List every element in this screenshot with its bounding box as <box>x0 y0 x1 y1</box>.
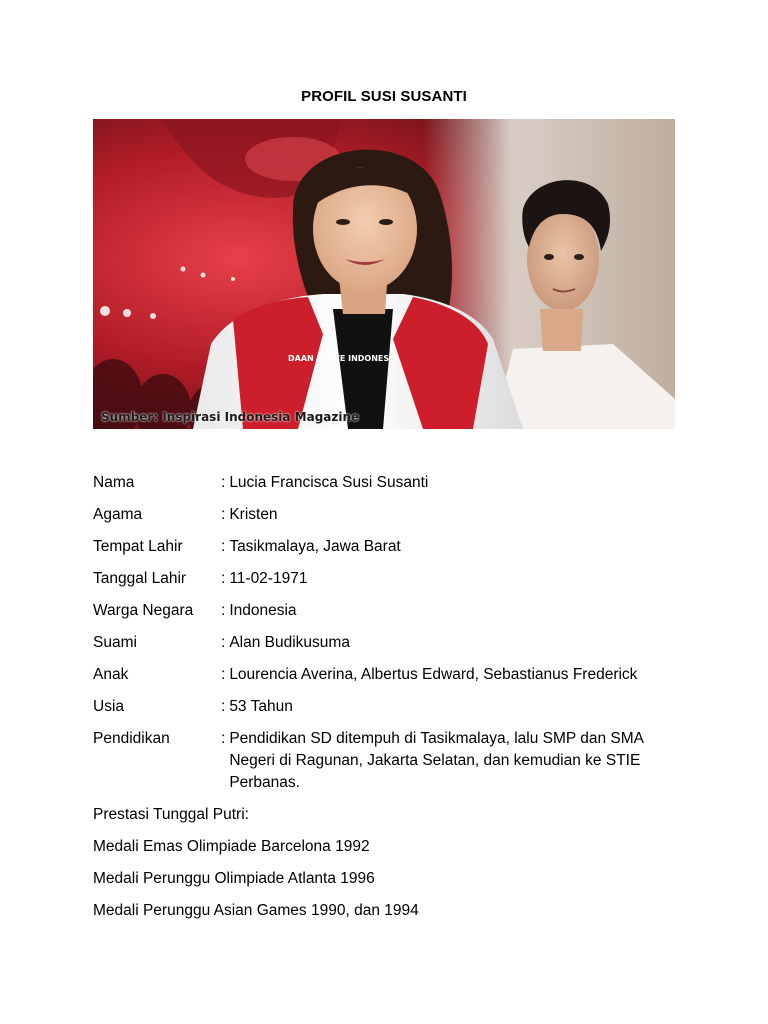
profile-row-separator: : <box>221 474 226 491</box>
profile-row-value: Tasikmalaya, Jawa Barat <box>229 538 401 555</box>
profile-row <box>93 726 683 794</box>
profile-row <box>93 534 683 566</box>
profile-row-value-wrapper <box>221 600 683 622</box>
profile-row-value-wrapper <box>221 728 683 794</box>
profile-row-value: Kristen <box>229 506 278 523</box>
profile-row-value: Indonesia <box>229 602 297 619</box>
profile-row-label: Anak <box>93 666 129 683</box>
achievements-heading: Prestasi Tunggal Putri: <box>93 806 249 823</box>
profile-row-separator: : <box>221 570 226 587</box>
profile-row-value: 53 Tahun <box>229 698 293 715</box>
profile-row-value-wrapper <box>221 472 683 494</box>
profile-row-value: Pendidikan SD ditempuh di Tasikmalaya, lalu SMP dan SMA Negeri di Ragunan, Jakarta Selatan, dan kemudian ke STIE Perbanas. <box>229 730 644 791</box>
profile-row-label: Agama <box>93 506 143 523</box>
profile-row-value-wrapper <box>221 632 683 654</box>
profile-row-value: Alan Budikusuma <box>229 634 350 651</box>
profile-row-separator: : <box>221 698 226 715</box>
photo-source-caption: Sumber: Inspirasi Indonesia Magazine <box>101 410 360 424</box>
profile-row-label: Tempat Lahir <box>93 538 183 555</box>
profile-photo <box>93 119 675 429</box>
profile-row-value-wrapper <box>221 568 683 590</box>
profile-row <box>93 566 683 598</box>
achievement-item: Medali Emas Olimpiade Barcelona 1992 <box>93 838 370 855</box>
profile-row-label: Suami <box>93 634 137 651</box>
profile-details <box>93 470 683 932</box>
page-title: PROFIL SUSI SUSANTI <box>301 88 467 105</box>
profile-row-value-wrapper <box>221 696 683 718</box>
achievement-item: Medali Perunggu Olimpiade Atlanta 1996 <box>93 870 375 887</box>
profile-row-label: Warga Negara <box>93 602 194 619</box>
profile-row-separator: : <box>221 730 226 747</box>
profile-row-label: Nama <box>93 474 135 491</box>
profile-row-label: Pendidikan <box>93 730 170 747</box>
profile-row-separator: : <box>221 634 226 651</box>
profile-row <box>93 694 683 726</box>
profile-row-value: Lourencia Averina, Albertus Edward, Sebastianus Frederick <box>229 666 638 683</box>
profile-row-separator: : <box>221 666 226 683</box>
profile-row-value: 11-02-1971 <box>229 570 308 587</box>
profile-row-value: Lucia Francisca Susi Susanti <box>229 474 429 491</box>
achievement-item: Medali Perunggu Asian Games 1990, dan 1994 <box>93 902 419 919</box>
profile-row <box>93 502 683 534</box>
profile-row-value-wrapper <box>221 664 683 686</box>
profile-row <box>93 630 683 662</box>
profile-row-label: Usia <box>93 698 125 715</box>
profile-row <box>93 662 683 694</box>
profile-row-value-wrapper <box>221 536 683 558</box>
profile-row-separator: : <box>221 506 226 523</box>
profile-row-separator: : <box>221 602 226 619</box>
profile-row <box>93 470 683 502</box>
profile-row-label: Tanggal Lahir <box>93 570 187 587</box>
profile-row <box>93 598 683 630</box>
profile-row-value-wrapper <box>221 504 683 526</box>
photo-illustration <box>93 119 675 429</box>
profile-row-separator: : <box>221 538 226 555</box>
jacket-logo-text: DAAN I LOVE INDONESIA <box>288 354 399 363</box>
